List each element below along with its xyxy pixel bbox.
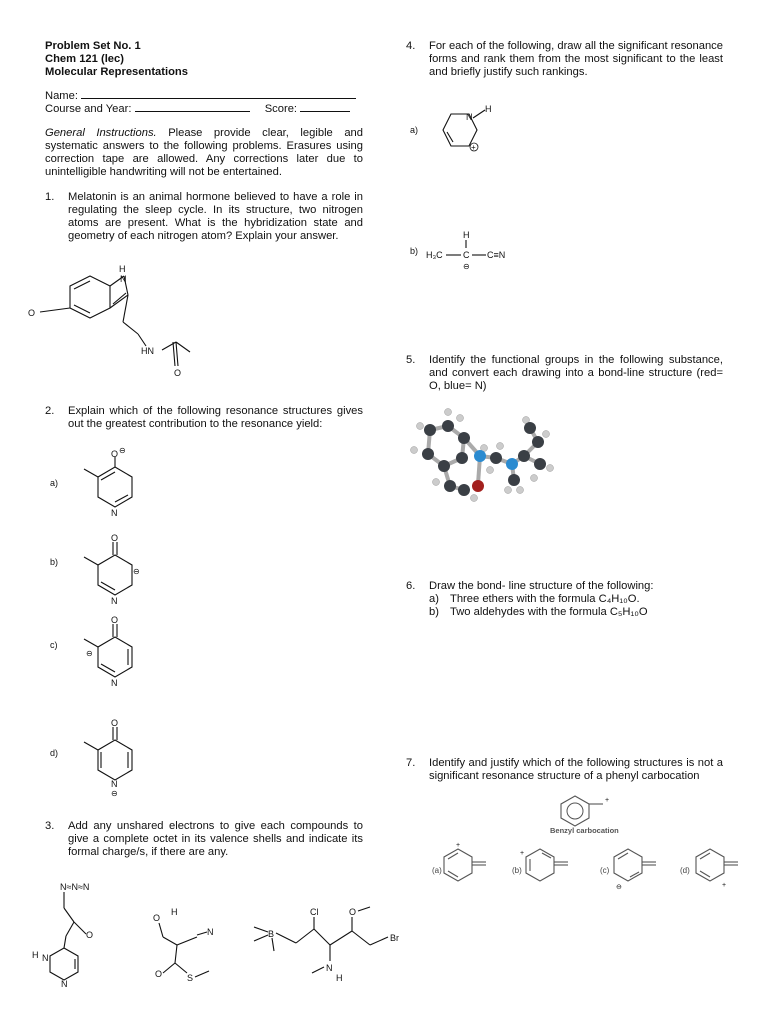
q2c-structure: [70, 612, 160, 692]
q3-n1-label: N: [42, 953, 49, 963]
q3-h-label: H: [32, 950, 39, 960]
general-instructions: [45, 127, 363, 179]
q2-option-b: b): [50, 557, 59, 567]
q3-s-label: S: [187, 973, 194, 983]
q2c-n: N: [111, 678, 118, 688]
q2-number: 2.: [45, 405, 55, 417]
q2a-o: O: [111, 449, 119, 459]
q3-oh-o: O: [153, 913, 161, 923]
q3-structure-1: [28, 872, 128, 992]
q7a-plus: +: [456, 842, 461, 849]
melatonin-structure: [28, 262, 208, 380]
q6-part-b-label: b): [429, 606, 439, 618]
q2d-o: O: [111, 718, 119, 728]
q2b-o: O: [111, 533, 119, 543]
q3-cl-label: Cl: [310, 907, 319, 917]
q3-number: 3.: [45, 820, 55, 832]
q3-n2-label: N: [61, 979, 68, 989]
q2a-n: N: [111, 508, 118, 518]
q4-text: For each of the following, draw all the significant resonance forms and rank them from the most significant to the least and briefly justify such rankings.: [429, 40, 723, 78]
name-label: Name:: [45, 90, 82, 102]
q5-text: Identify the functional groups in the following substance, and convert each drawing into a bond-line structure (red= O, blue= N): [429, 354, 723, 392]
course-code: Chem 121 (lec): [45, 53, 124, 65]
q2-option-d: d): [50, 748, 59, 758]
q5-ball-stick-model: [400, 398, 570, 508]
q7-option-a: (a): [432, 866, 442, 875]
q3-azide-label: N≈N≈N: [60, 882, 90, 892]
q4b-nitrile: C≡N: [487, 250, 506, 260]
q2-text: Explain which of the following resonance structures gives out the greatest contribution to the resonance yield:: [68, 405, 363, 430]
q7b-plus: +: [520, 850, 525, 857]
q4b-minus: ⊖: [463, 262, 470, 271]
q7-option-c: (c): [600, 866, 610, 875]
melatonin-nh-label: H: [119, 264, 126, 274]
q3-ether-o: O: [349, 907, 357, 917]
q2d-n: N: [111, 779, 118, 789]
q4a-structure: [425, 100, 505, 160]
q2c-minus: ⊖: [86, 649, 93, 658]
q7-option-d: (d): [680, 866, 690, 875]
q2b-structure: [70, 530, 160, 610]
q3-thioester-o: O: [155, 969, 163, 979]
score-blank[interactable]: [300, 101, 350, 112]
q4b-h: H: [463, 230, 470, 240]
q2a-minus: ⊖: [119, 446, 126, 455]
course-year-label: Course and Year:: [45, 103, 135, 115]
q2d-structure: [70, 715, 160, 800]
q3-br-label: Br: [390, 933, 399, 943]
q3-amine-n: N: [326, 963, 333, 973]
q2b-n: N: [111, 596, 118, 606]
q7d-structure: [692, 843, 762, 893]
q3-boron-label: B: [268, 929, 275, 939]
problem-set-title: Problem Set No. 1: [45, 40, 141, 52]
q2b-minus: ⊖: [133, 567, 140, 576]
q7d-plus: +: [722, 882, 727, 889]
q6-part-b-text: Two aldehydes with the formula C₅H₁₀O: [450, 606, 648, 618]
q3-ketone-o: O: [86, 930, 94, 940]
q4b-methyl: H₃C: [426, 250, 443, 260]
q3-structure-2: [145, 905, 235, 990]
q7-benzyl-plus: +: [605, 797, 610, 804]
q3-nitrile-n: N: [207, 927, 214, 937]
melatonin-o-label: O: [28, 308, 36, 318]
q6-part-a-label: a): [429, 593, 439, 605]
instructions-lead: General Instructions.: [45, 127, 157, 139]
q7-caption: Benzyl carbocation: [550, 826, 619, 835]
q4b-structure: [426, 228, 536, 273]
q6-part-a-text: Three ethers with the formula C₄H₁₀O.: [450, 593, 640, 605]
document-subtitle: Molecular Representations: [45, 66, 188, 78]
q1-number: 1.: [45, 191, 55, 203]
q4a-plus: +: [471, 143, 476, 152]
q7c-structure: [610, 843, 680, 893]
q6-number: 6.: [406, 580, 416, 592]
instructions-body: Please provide clear, legible and systematic answers to the following problems. Erasures using correction tape are allowed. Any corrections later due to unintelligible handwriting will not be entertained.: [45, 127, 363, 178]
q4a-h: H: [485, 104, 492, 114]
q3-oh-h: H: [171, 907, 178, 917]
q2c-o: O: [111, 615, 119, 625]
q3-amine-h: H: [336, 973, 343, 983]
q2d-minus: ⊖: [111, 789, 118, 798]
course-year-blank[interactable]: [135, 101, 250, 112]
q2-option-c: c): [50, 640, 58, 650]
q4-number: 4.: [406, 40, 416, 52]
melatonin-hn-label: HN: [141, 346, 154, 356]
q6-text: Draw the bond- line structure of the following:: [429, 580, 654, 592]
course-year-field[interactable]: [45, 101, 365, 116]
q3-structure-3: [250, 905, 410, 990]
q3-text: Add any unshared electrons to give each compounds to give a complete octet in its valence shells and indicate its formal charge/s, if there are any.: [68, 820, 363, 858]
q1-text: Melatonin is an animal hormone believed to have a role in regulating the sleep cycle. In its structure, two nitrogen atoms are present. What is the hybridization state and geometry of each nitrogen atom? Explain your answer.: [68, 191, 363, 242]
q7c-minus: ⊖: [616, 884, 622, 891]
melatonin-carbonyl-o: O: [174, 368, 182, 378]
q7b-structure: [522, 843, 592, 888]
q7a-structure: [440, 843, 510, 888]
q4a-n: N: [466, 112, 473, 122]
q5-number: 5.: [406, 354, 416, 366]
q4-part-b: b): [410, 246, 419, 256]
name-blank[interactable]: [81, 88, 356, 99]
melatonin-n-label: N: [120, 274, 127, 284]
q7-option-b: (b): [512, 866, 522, 875]
score-label: Score:: [264, 103, 301, 115]
q2-option-a: a): [50, 478, 59, 488]
q2a-structure: [70, 445, 160, 520]
q4-part-a: a): [410, 125, 419, 135]
q7-number: 7.: [406, 757, 416, 769]
q4b-carbon: C: [463, 250, 470, 260]
q7-text: Identify and justify which of the following structures is not a significant resonance structure of a phenyl carbocation: [429, 757, 723, 782]
